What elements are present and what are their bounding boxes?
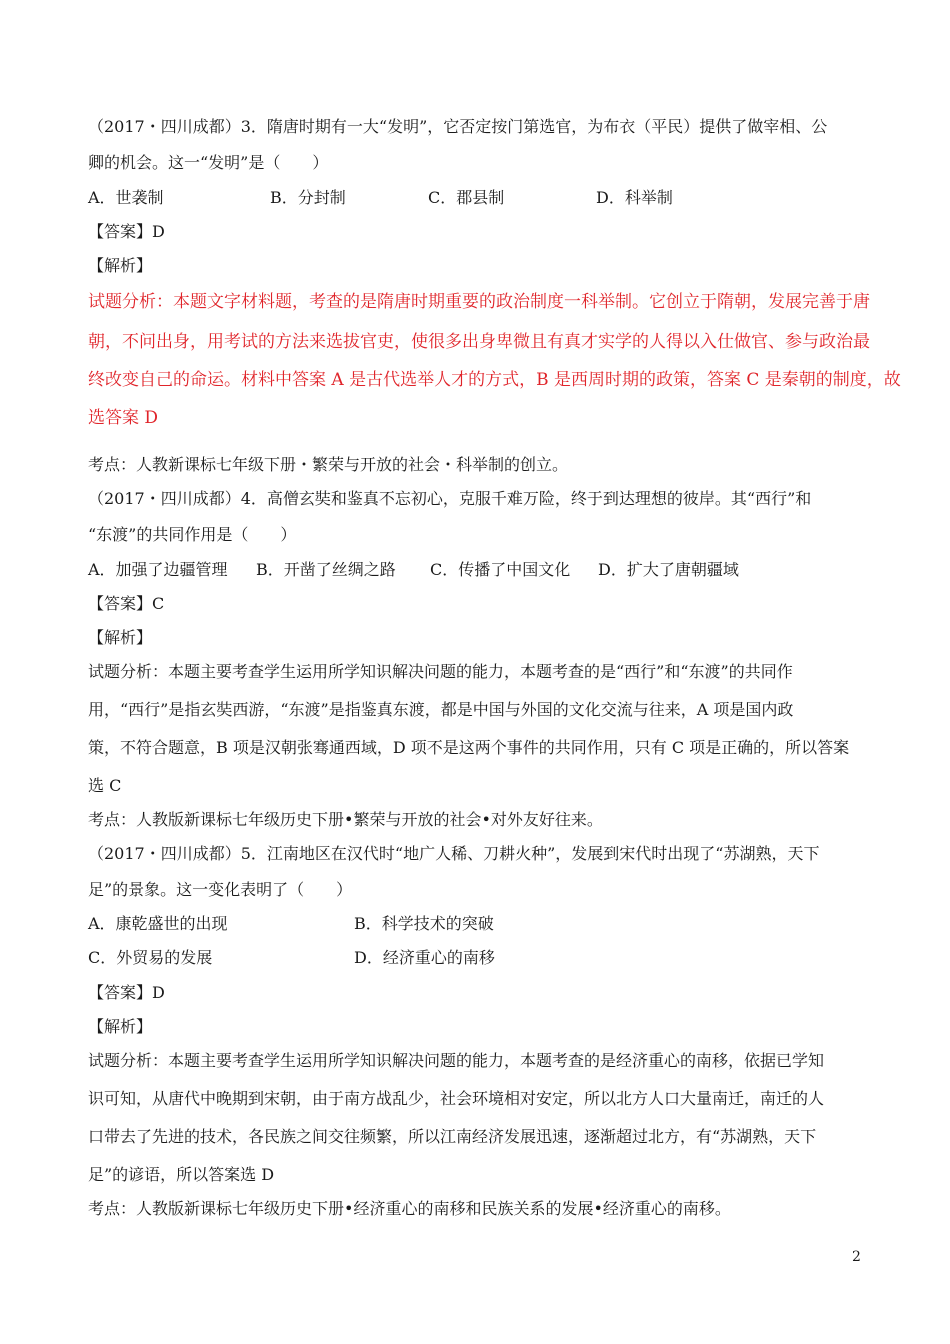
q3-answer: 【答案】D bbox=[88, 222, 165, 241]
q5-option-c: C．外贸易的发展 bbox=[88, 948, 213, 967]
q5-kaodian: 考点：人教版新课标七年级历史下册•经济重心的南移和民族关系的发展•经济重心的南移。 bbox=[88, 1199, 731, 1218]
q4-stem-line1: （2017・四川成都）4．高僧玄奘和鉴真不忘初心，克服千难万险，终于到达理想的彼岸。其“西行”和 bbox=[88, 489, 812, 508]
q4-option-b: B．开凿了丝绸之路 bbox=[256, 560, 396, 579]
q5-analysis-line3: 口带去了先进的技术，各民族之间交往频繁，所以江南经济发展迅速，逐渐超过北方，有“苏湖熟，天下 bbox=[88, 1127, 817, 1146]
q4-analysis-line1: 试题分析：本题主要考查学生运用所学知识解决问题的能力，本题考查的是“西行”和“东渡”的共同作 bbox=[88, 662, 793, 681]
q4-answer: 【答案】C bbox=[88, 594, 165, 613]
page-number: 2 bbox=[852, 1249, 861, 1265]
q5-option-b: B．科学技术的突破 bbox=[354, 914, 494, 933]
q3-option-d: D．科举制 bbox=[596, 188, 673, 207]
q5-analysis-label: 【解析】 bbox=[88, 1017, 153, 1036]
q5-analysis-line4: 足”的谚语，所以答案选 D bbox=[88, 1165, 275, 1184]
q5-option-a: A．康乾盛世的出现 bbox=[88, 914, 228, 933]
q4-analysis-line3: 策，不符合题意，B 项是汉朝张骞通西域，D 项不是这两个事件的共同作用，只有 C 项是正确的，所以答案 bbox=[88, 738, 850, 757]
q5-analysis-line2: 识可知，从唐代中晚期到宋朝，由于南方战乱少，社会环境相对安定，所以北方人口大量南迁，南迁的人 bbox=[88, 1089, 825, 1108]
q4-analysis-line4: 选 C bbox=[88, 776, 122, 795]
q3-analysis-line4: 选答案 D bbox=[88, 408, 159, 428]
q4-option-d: D．扩大了唐朝疆域 bbox=[598, 560, 739, 579]
q3-analysis-label: 【解析】 bbox=[88, 256, 153, 275]
q5-answer: 【答案】D bbox=[88, 983, 165, 1002]
q3-analysis-line2: 朝，不问出身，用考试的方法来选拔官吏，使很多出身卑微且有真才实学的人得以入仕做官、参与政治最 bbox=[88, 332, 870, 352]
q5-stem-line1: （2017・四川成都）5．江南地区在汉代时“地广人稀、刀耕火种”，发展到宋代时出现了“苏湖熟，天下 bbox=[88, 844, 820, 863]
q4-kaodian: 考点：人教版新课标七年级历史下册•繁荣与开放的社会•对外友好往来。 bbox=[88, 810, 603, 829]
q4-option-a: A．加强了边疆管理 bbox=[88, 560, 228, 579]
q5-stem-line2: 足”的景象。这一变化表明了（ ） bbox=[88, 880, 353, 899]
q3-option-a: A．世袭制 bbox=[88, 188, 164, 207]
q5-analysis-line1: 试题分析：本题主要考查学生运用所学知识解决问题的能力，本题考查的是经济重心的南移，依据已学知 bbox=[88, 1051, 825, 1070]
q4-option-c: C．传播了中国文化 bbox=[430, 560, 571, 579]
q3-stem-line2: 卿的机会。这一“发明”是（ ） bbox=[88, 153, 329, 172]
q3-option-b: B．分封制 bbox=[270, 188, 346, 207]
q3-analysis-line3: 终改变自己的命运。材料中答案 A 是古代选举人才的方式，B 是西周时期的政策，答案 C 是秦朝的制度，故 bbox=[88, 370, 901, 390]
q3-kaodian: 考点：人教新课标七年级下册・繁荣与开放的社会・科举制的创立。 bbox=[88, 455, 569, 474]
q3-stem-line1: （2017・四川成都）3．隋唐时期有一大“发明”，它否定按门第选官，为布衣（平民）提供了做宰相、公 bbox=[88, 117, 828, 136]
q4-stem-line2: “东渡”的共同作用是（ ） bbox=[88, 525, 297, 544]
q3-option-c: C．郡县制 bbox=[428, 188, 505, 207]
q5-option-d: D．经济重心的南移 bbox=[354, 948, 495, 967]
q4-analysis-line2: 用，“西行”是指玄奘西游，“东渡”是指鉴真东渡，都是中国与外国的文化交流与往来，A 项是国内政 bbox=[88, 700, 794, 719]
q4-analysis-label: 【解析】 bbox=[88, 628, 153, 647]
q3-analysis-line1: 试题分析：本题文字材料题，考查的是隋唐时期重要的政治制度一科举制。它创立于隋朝，发展完善于唐 bbox=[88, 292, 870, 312]
